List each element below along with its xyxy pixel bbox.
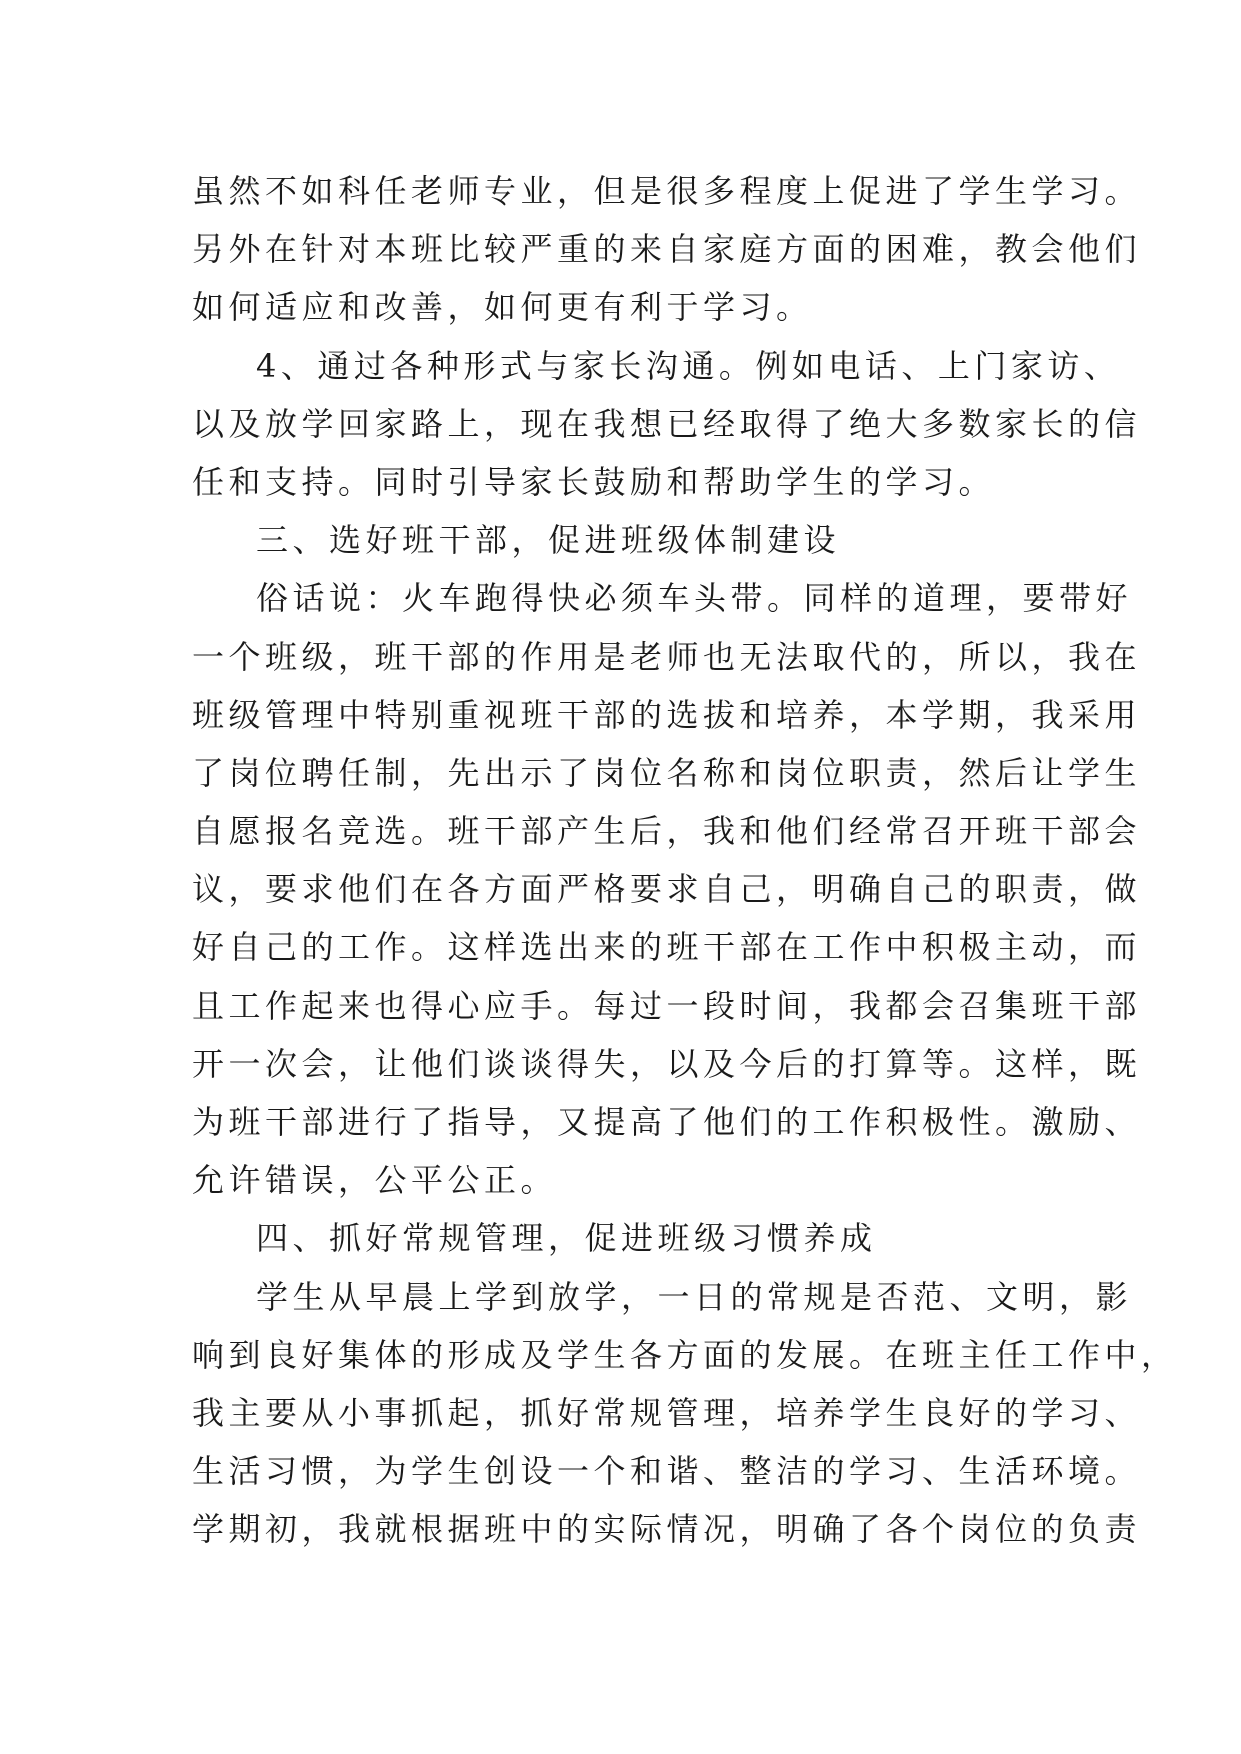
text-line: 一个班级，班干部的作用是老师也无法取代的，所以，我在 bbox=[192, 637, 1142, 676]
text-line: 另外在针对本班比较严重的来自家庭方面的困难，教会他们 bbox=[192, 230, 1142, 269]
text-line: 班级管理中特别重视班干部的选拔和培养，本学期，我采用 bbox=[192, 695, 1142, 734]
text-line: 了岗位聘任制，先出示了岗位名称和岗位职责，然后让学生 bbox=[192, 753, 1142, 792]
text-line: 响到良好集体的形成及学生各方面的发展。在班主任工作中， bbox=[192, 1335, 1178, 1374]
text-line: 允许错误，公平公正。 bbox=[192, 1161, 558, 1200]
text-line: 俗话说：火车跑得快必须车头带。同样的道理，要带好 bbox=[256, 579, 1133, 618]
text-line: 学期初，我就根据班中的实际情况，明确了各个岗位的负责 bbox=[192, 1510, 1142, 1549]
text-line: 如何适应和改善，如何更有利于学习。 bbox=[192, 288, 813, 327]
text-line: 生活习惯，为学生创设一个和谐、整洁的学习、生活环境。 bbox=[192, 1452, 1142, 1491]
text-line: 为班干部进行了指导，又提高了他们的工作积极性。激励、 bbox=[192, 1103, 1142, 1141]
text-line: 自愿报名竞选。班干部产生后，我和他们经常召开班干部会 bbox=[192, 812, 1142, 851]
text-line: 学生从早晨上学到放学，一日的常规是否范、文明，影 bbox=[256, 1277, 1133, 1316]
text-line: 我主要从小事抓起，抓好常规管理，培养学生良好的学习、 bbox=[192, 1393, 1142, 1432]
section-heading: 四、抓好常规管理，促进班级习惯养成 bbox=[256, 1219, 877, 1258]
document-body bbox=[192, 162, 1178, 1559]
text-line: 任和支持。同时引导家长鼓励和帮助学生的学习。 bbox=[192, 462, 996, 501]
text-line: 以及放学回家路上，现在我想已经取得了绝大多数家长的信 bbox=[192, 404, 1142, 443]
text-line: 好自己的工作。这样选出来的班干部在工作中积极主动，而 bbox=[192, 928, 1142, 967]
text-line: 虽然不如科任老师专业，但是很多程度上促进了学生学习。 bbox=[192, 172, 1142, 210]
text-line: 4、通过各种形式与家长沟通。例如电话、上门家访、 bbox=[256, 346, 1121, 385]
text-line: 且工作起来也得心应手。每过一段时间，我都会召集班干部 bbox=[192, 986, 1142, 1025]
text-line: 开一次会，让他们谈谈得失，以及今后的打算等。这样，既 bbox=[192, 1044, 1142, 1083]
section-heading: 三、选好班干部，促进班级体制建设 bbox=[256, 521, 841, 560]
text-line: 议，要求他们在各方面严格要求自己，明确自己的职责，做 bbox=[192, 870, 1142, 909]
